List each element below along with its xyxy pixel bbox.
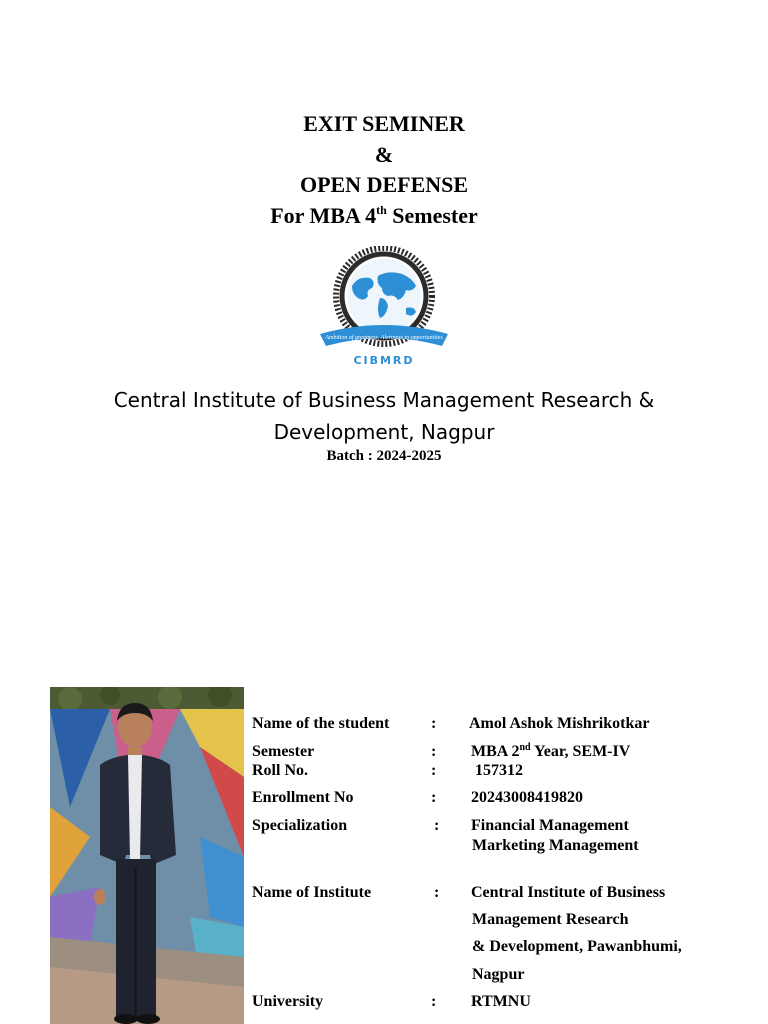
university-label: University xyxy=(252,993,324,1010)
enrollment-value: 20243008419820 xyxy=(471,789,583,806)
university-value: RTMNU xyxy=(471,993,531,1010)
title-line-2: & xyxy=(374,142,394,167)
institute-name-value-4: Nagpur xyxy=(472,966,525,983)
enrollment-separator: : xyxy=(431,789,437,806)
logo-motto: Ambition of greatness, Alertness to opportunities xyxy=(325,335,443,341)
semester-value-sup: nd xyxy=(519,742,531,753)
title-line-4 xyxy=(0,201,758,231)
specialization-label: Specialization xyxy=(252,817,348,834)
specialization-separator: : xyxy=(434,817,440,834)
student-name-value: Amol Ashok Mishrikotkar xyxy=(469,715,650,732)
institute-name-value-2: Management Research xyxy=(472,911,629,928)
title-line-4-suffix: Semester xyxy=(386,203,478,228)
semester-label: Semester xyxy=(252,743,315,760)
logo-label: CIBMRD xyxy=(353,354,415,367)
institute-name-value-1: Central Institute of Business xyxy=(471,884,666,901)
title-line-4-sup: th xyxy=(376,203,387,217)
title-line-1: EXIT SEMINER xyxy=(303,111,465,136)
title-line-3: OPEN DEFENSE xyxy=(299,172,469,197)
institute-line-2: Development, Nagpur xyxy=(273,420,495,444)
specialization-value-1: Financial Management xyxy=(471,817,629,834)
institute-name-separator: : xyxy=(434,884,440,901)
student-name-label: Name of the student xyxy=(252,715,390,732)
roll-no-value: 157312 xyxy=(475,762,523,779)
enrollment-label: Enrollment No xyxy=(252,789,354,806)
student-photo xyxy=(50,687,244,1024)
institute-line-1: Central Institute of Business Management Research & xyxy=(113,388,655,412)
roll-no-label: Roll No. xyxy=(252,762,308,779)
semester-value-text: MBA 2 xyxy=(471,743,520,760)
university-separator: : xyxy=(431,993,437,1010)
title-line-4-text: For MBA 4 xyxy=(270,203,377,228)
semester-value xyxy=(471,742,630,762)
institute-name-label: Name of Institute xyxy=(252,884,372,901)
institute-name-value-3: & Development, Pawanbhumi, xyxy=(472,938,682,955)
semester-value-suffix: Year, SEM-IV xyxy=(530,743,631,760)
batch-text: Batch : 2024-2025 xyxy=(326,448,442,464)
roll-no-separator: : xyxy=(431,762,437,779)
student-name-separator: : xyxy=(431,715,437,732)
cibmrd-logo xyxy=(310,246,458,370)
specialization-value-2: Marketing Management xyxy=(472,837,639,854)
semester-separator: : xyxy=(431,743,437,760)
